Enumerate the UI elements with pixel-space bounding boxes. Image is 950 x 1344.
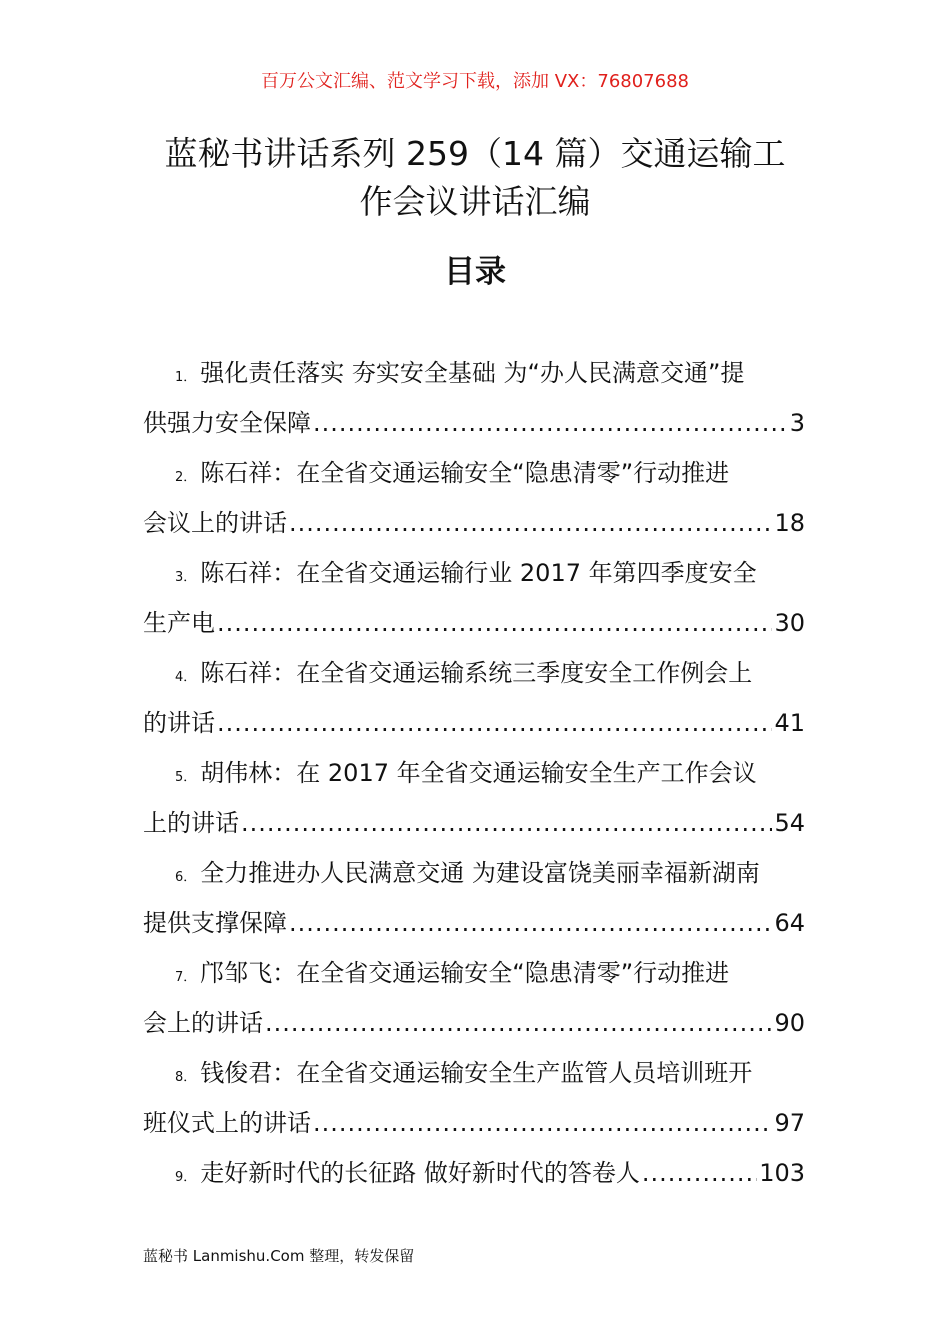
toc-entry[interactable] xyxy=(143,448,805,548)
toc-entry[interactable] xyxy=(143,648,805,748)
dot-leader xyxy=(313,398,788,448)
toc-heading: 目录 xyxy=(444,254,506,290)
toc-entry-number: 8． xyxy=(175,1070,197,1085)
toc-entry-number: 4． xyxy=(175,670,197,685)
toc-entry-page: 90 xyxy=(774,1009,805,1037)
toc-entry-title: 钱俊君：在全省交通运输安全生产监管人员培训班开 xyxy=(200,1059,753,1087)
toc-entry-number: 9． xyxy=(175,1170,197,1185)
toc-entry[interactable] xyxy=(143,348,805,448)
title-line-2: 作会议讲话汇编 xyxy=(359,182,591,221)
toc-entry-page: 64 xyxy=(774,909,805,937)
toc-entry-page: 41 xyxy=(774,709,805,737)
footer-note: 蓝秘书 Lanmishu.Com 整理，转发保留 xyxy=(143,1247,415,1265)
title-line-1: 蓝秘书讲话系列 259（14 篇）交通运输工 xyxy=(164,134,786,173)
toc-entry-title-cont: 生产电 xyxy=(143,609,215,637)
toc-entry-title: 陈石祥：在全省交通运输系统三季度安全工作例会上 xyxy=(200,659,753,687)
dot-leader xyxy=(289,498,772,548)
toc-entry-title: 陈石祥：在全省交通运输安全“隐患清零”行动推进 xyxy=(200,459,730,487)
toc-entry-title-cont: 会议上的讲话 xyxy=(143,509,287,537)
toc-entry-page: 18 xyxy=(774,509,805,537)
toc-entry-title: 胡伟林：在 2017 年全省交通运输安全生产工作会议 xyxy=(200,759,757,787)
toc-entry-title-cont: 的讲话 xyxy=(143,709,215,737)
toc-entry-page: 30 xyxy=(774,609,805,637)
toc-entry-title: 全力推进办人民满意交通 为建设富饶美丽幸福新湖南 xyxy=(200,859,760,887)
toc-entry-page: 97 xyxy=(774,1109,805,1137)
toc-entry[interactable] xyxy=(143,948,805,1048)
toc-entry-title: 走好新时代的长征路 做好新时代的答卷人 xyxy=(200,1159,640,1187)
dot-leader xyxy=(241,798,772,848)
dot-leader xyxy=(217,698,772,748)
toc-entry-page: 103 xyxy=(759,1159,805,1187)
toc-entry-page: 54 xyxy=(774,809,805,837)
document-title xyxy=(110,130,840,226)
toc-entry-number: 1． xyxy=(175,370,197,385)
toc-entry-title: 强化责任落实 夯实安全基础 为“办人民满意交通”提 xyxy=(200,359,745,387)
toc-entry-title: 陈石祥：在全省交通运输行业 2017 年第四季度安全 xyxy=(200,559,757,587)
toc-entry-title-cont: 提供支撑保障 xyxy=(143,909,287,937)
dot-leader xyxy=(313,1098,772,1148)
toc-entry-title-cont: 会上的讲话 xyxy=(143,1009,263,1037)
dot-leader xyxy=(265,998,772,1048)
toc-entry[interactable] xyxy=(143,1048,805,1148)
header-banner: 百万公文汇编、范文学习下载，添加 VX：76807688 xyxy=(261,71,689,92)
toc-entry-number: 3． xyxy=(175,570,197,585)
toc-entry[interactable] xyxy=(143,1148,805,1198)
dot-leader xyxy=(217,598,772,648)
toc-entry-title-cont: 供强力安全保障 xyxy=(143,409,311,437)
dot-leader xyxy=(642,1148,757,1198)
dot-leader xyxy=(289,898,772,948)
toc-entry-title-cont: 班仪式上的讲话 xyxy=(143,1109,311,1137)
toc-entry-number: 6． xyxy=(175,870,197,885)
toc-entry[interactable] xyxy=(143,748,805,848)
toc-entry-title-cont: 上的讲话 xyxy=(143,809,239,837)
toc-entry-number: 2． xyxy=(175,470,197,485)
toc-entry-title: 邝邹飞：在全省交通运输安全“隐患清零”行动推进 xyxy=(200,959,730,987)
toc-entry-number: 5． xyxy=(175,770,197,785)
table-of-contents xyxy=(143,348,805,1198)
toc-entry[interactable] xyxy=(143,548,805,648)
toc-entry-number: 7． xyxy=(175,970,197,985)
toc-entry-page: 3 xyxy=(789,409,805,437)
toc-entry[interactable] xyxy=(143,848,805,948)
